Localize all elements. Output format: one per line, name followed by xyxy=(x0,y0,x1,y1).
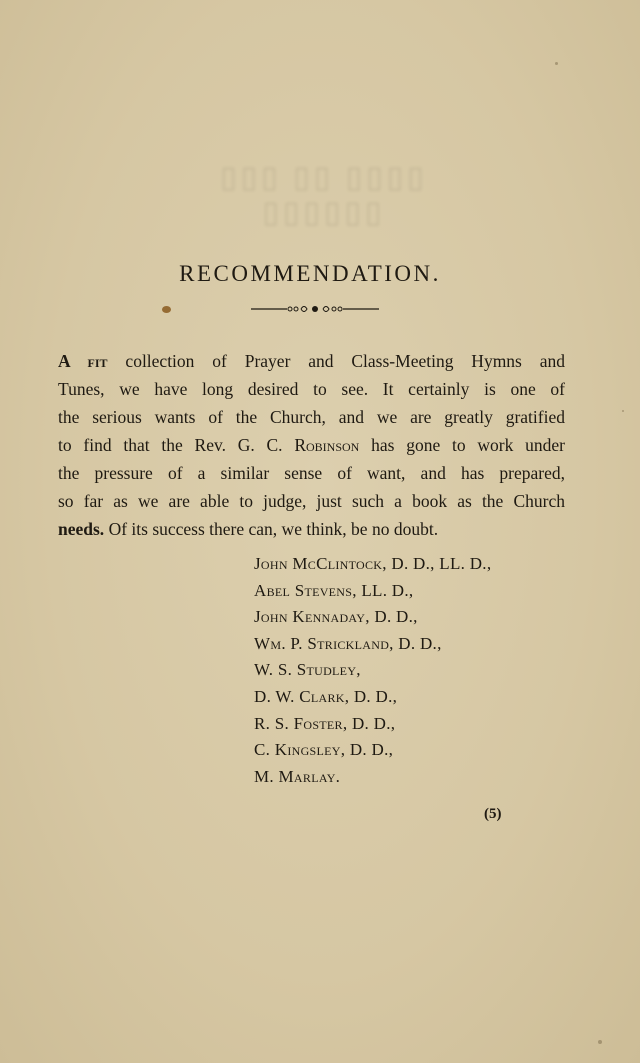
text-run: to find that the Rev. G. C. xyxy=(58,435,295,455)
ornamental-rule xyxy=(251,301,379,317)
paragraph-line xyxy=(58,403,565,431)
paragraph-line xyxy=(58,459,565,487)
text-run: Tunes, we have long desired to see. It certainly is one of xyxy=(58,379,565,399)
text-run: so far as we are able to judge, just such a book as the Church xyxy=(58,491,565,511)
signer-name: W. S. Studley, xyxy=(254,660,361,680)
signer-name: R. S. Foster, D. D., xyxy=(254,713,396,733)
signer-name: D. W. Clark, D. D., xyxy=(254,686,398,706)
text-run: needs. xyxy=(58,519,105,539)
paragraph-line xyxy=(58,515,565,543)
text-run: the serious wants of the Church, and we are greatly gratified xyxy=(58,407,565,427)
text-run: Robinson xyxy=(294,435,360,455)
page-number: (5) xyxy=(484,806,502,822)
ink-spot xyxy=(162,306,171,313)
text-run: A xyxy=(58,351,88,371)
text-run: fit xyxy=(87,351,108,371)
page-heading: RECOMMENDATION. xyxy=(179,261,441,287)
paragraph-line xyxy=(58,431,565,459)
paragraph-line xyxy=(58,375,565,403)
text-run: Of its success there can, we think, be no doubt. xyxy=(104,519,439,539)
signer-name: John McClintock, D. D., LL. D., xyxy=(254,554,492,573)
signer-name: Abel Stevens, LL. D., xyxy=(254,580,414,600)
paragraph-line xyxy=(58,487,565,515)
signer-name: John Kennaday, D. D., xyxy=(254,607,418,627)
text-run: has gone to work under xyxy=(359,435,565,455)
text-run: collection of Prayer and Class-Meeting Hymns and xyxy=(107,351,565,371)
signer-name: Wm. P. Strickland, D. D., xyxy=(254,633,442,653)
text-run: the pressure of a similar sense of want, and has prepared, xyxy=(58,463,565,483)
signatories-list xyxy=(254,551,574,790)
paper-fleck xyxy=(622,410,624,412)
paragraph-line xyxy=(58,347,565,375)
paper-fleck xyxy=(598,1040,602,1044)
paper-fleck xyxy=(555,62,558,65)
signer-name: M. Marlay. xyxy=(254,766,341,786)
signer-name: C. Kingsley, D. D., xyxy=(254,740,394,760)
recommendation-paragraph xyxy=(58,347,565,543)
show-through-text: ▯▯▯▯ ▯▯ ▯▯▯ ▯▯▯▯▯▯ xyxy=(216,161,424,229)
